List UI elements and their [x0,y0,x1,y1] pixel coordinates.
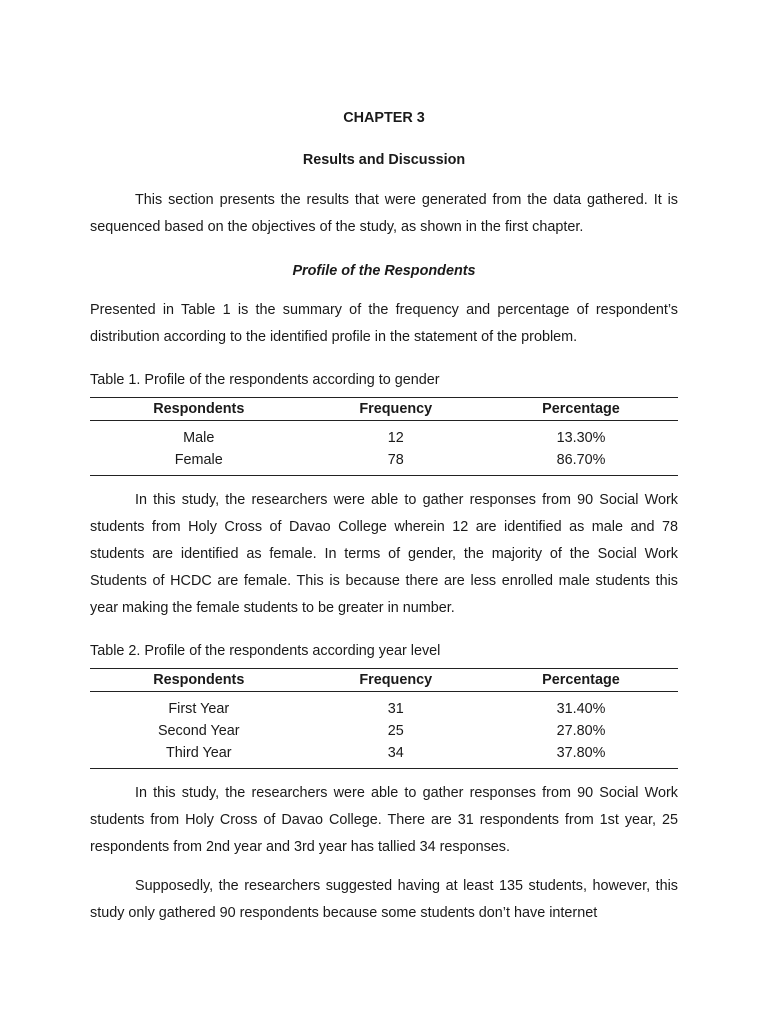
table-cell: 12 [387,430,404,446]
table-row [90,720,678,742]
intro-paragraph: This section presents the results that were generated from the data gathered. It is sequenced based on the objectives of the study, as shown in the first chapter. [90,192,678,235]
table2-header-row [90,669,678,692]
table-cell: 13.30% [556,430,606,446]
subsection-title: Profile of the Respondents [292,263,476,279]
table-cell: Third Year [90,742,308,769]
table-row [90,421,678,450]
table-cell: 31.40% [556,701,606,717]
table1-header-respondents: Respondents [90,398,308,421]
year-level-paragraph: In this study, the researchers were able to gather responses from 90 Social Work students from Holy Cross of Davao College. There are 31 respondents from 1st year, 25 respondents from 2nd year and 3rd year has tallied 34 responses. [90,785,678,855]
table1-caption: Table 1. Profile of the respondents according to gender [90,372,440,388]
table2-header-percentage: Percentage [484,669,678,692]
table-cell: First Year [168,701,230,717]
table1-header-row [90,398,678,421]
table2-year-level [90,668,678,769]
table-intro-paragraph: Presented in Table 1 is the summary of the frequency and percentage of respondent’s distribution according to the identified profile in the statement of the problem. [90,302,678,345]
table-cell: 25 [387,723,404,739]
document-content [90,106,678,927]
table2-caption: Table 2. Profile of the respondents according year level [90,643,441,659]
table-cell: Female [90,449,308,476]
section-title: Results and Discussion [302,152,466,168]
supposedly-paragraph: Supposedly, the researchers suggested having at least 135 students, however, this study only gathered 90 respondents because some students don’t have internet [90,878,678,921]
table-cell: Male [183,430,215,446]
chapter-heading: CHAPTER 3 [343,110,425,126]
table2-header-respondents: Respondents [90,669,308,692]
table-cell: Second Year [157,723,240,739]
table-cell: 31 [387,701,404,717]
table-row [90,692,678,721]
table-cell: 78 [308,449,484,476]
table-cell: 34 [308,742,484,769]
gender-paragraph: In this study, the researchers were able to gather responses from 90 Social Work students from Holy Cross of Davao College wherein 12 are identified as male and 78 students are identified as female. In terms of gender, the majority of the Social Work Students of HCDC are female. This is because there are less enrolled male students this year making the female students to be greater in number. [90,492,678,616]
table-cell: 27.80% [556,723,606,739]
table2-header-frequency: Frequency [308,669,484,692]
table-cell: 86.70% [484,449,678,476]
table1-header-frequency: Frequency [308,398,484,421]
table1-header-percentage: Percentage [484,398,678,421]
table-cell: 37.80% [484,742,678,769]
table1-gender [90,397,678,476]
table-row [90,449,678,476]
table-row [90,742,678,769]
